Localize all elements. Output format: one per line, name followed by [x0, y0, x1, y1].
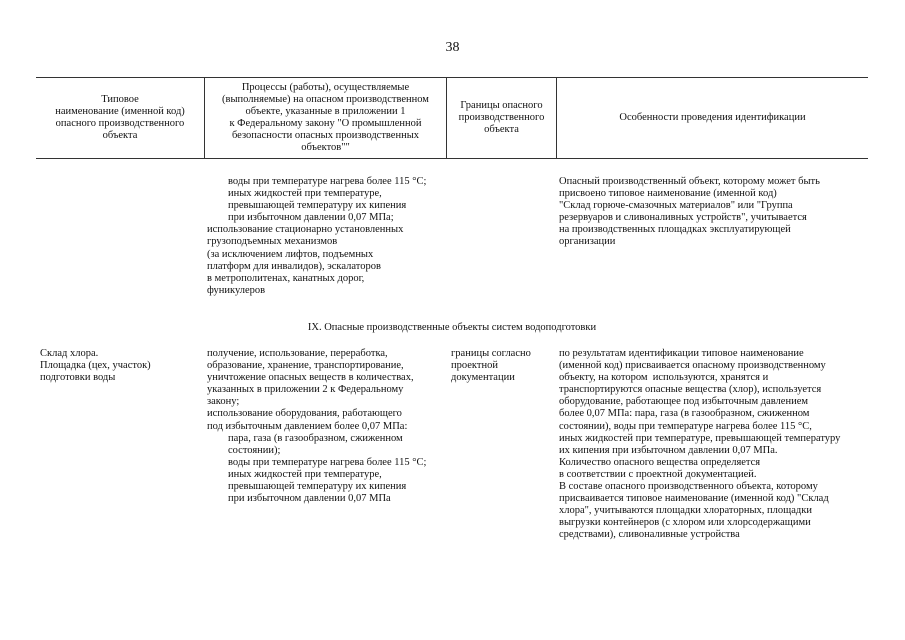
object-name-cell: Склад хлора. Площадка (цех, участок) подготовки воды	[40, 348, 151, 384]
features-cell: по результатам идентификации типовое наименование (именной код) присваивается опасному производственному объекту, на котором используются, хранятся и транспортируются опасные вещества (хлор), используется оборудование, работающее под избыточным давлением более 0,07 МПа: пара, газа (в газообразном, сжиженном состоянии), воды при температуре нагрева более 115 °С, иных жидкостей при температуре, превышающей температуру их кипения при избыточном давлении 0,07 МПа. Количество опасного вещества определяется в соответствии с проектной документацией. В составе опасного производственного объекта, которому присваивается типовое наименование (именной код) "Склад хлора", учитываются площадки хлораторных, площадки выгрузки контейнеров (с хлором или хлорсодержащими средствами), сливоналивные устройства	[559, 348, 841, 541]
processes-cell: получение, использование, переработка, образование, хранение, транспортирование, уничтожение опасных веществ в количествах, указанных в приложении 2 к Федеральному закону; использование оборудования, работающего под избыточным давлением более 0,07 МПа: пара, газа (в газообразном, сжиженном состоянии); воды при температуре нагрева более 115 °С; иных жидкостей при температуре, превышающей температуру их кипения при избыточном давлении 0,07 МПа	[207, 348, 427, 505]
header-boundaries: Границы опасного производственного объекта	[458, 100, 545, 135]
continued-features-cell: Опасный производственный объект, которому может быть присвоено типовое наименование (именной код) "Склад горюче-смазочных материалов" или "Группа резервуаров и сливоналивных устройств", учитывается на производственных площадках эксплуатирующей организации	[559, 176, 820, 248]
boundaries-cell: границы согласно проектной документации	[451, 348, 531, 384]
header-processes: Процессы (работы), осуществляемые (выполняемые) на опасном производственном объекте, указанные в приложении 1 к Федеральному закону "О промышленной безопасности опасных производственных объектов""	[222, 82, 429, 153]
header-bottom-border	[36, 158, 868, 159]
section-title: IX. Опасные производственные объекты систем водоподготовки	[307, 322, 597, 333]
header-object-name: Типовое наименование (именной код) опасного производственного объекта	[55, 94, 185, 141]
header-features: Особенности проведения идентификации	[619, 112, 806, 123]
continued-processes-cell: воды при температуре нагрева более 115 °С; иных жидкостей при температуре, превышающей температуру их кипения при избыточном давлении 0,07 МПа; использование стационарно установленных грузоподъемных механизмов (за исключением лифтов, подъемных платформ для инвалидов), эскалаторов в метрополитенах, канатных дорог, фуникулеров	[207, 176, 427, 296]
page-number: 38	[445, 40, 460, 55]
